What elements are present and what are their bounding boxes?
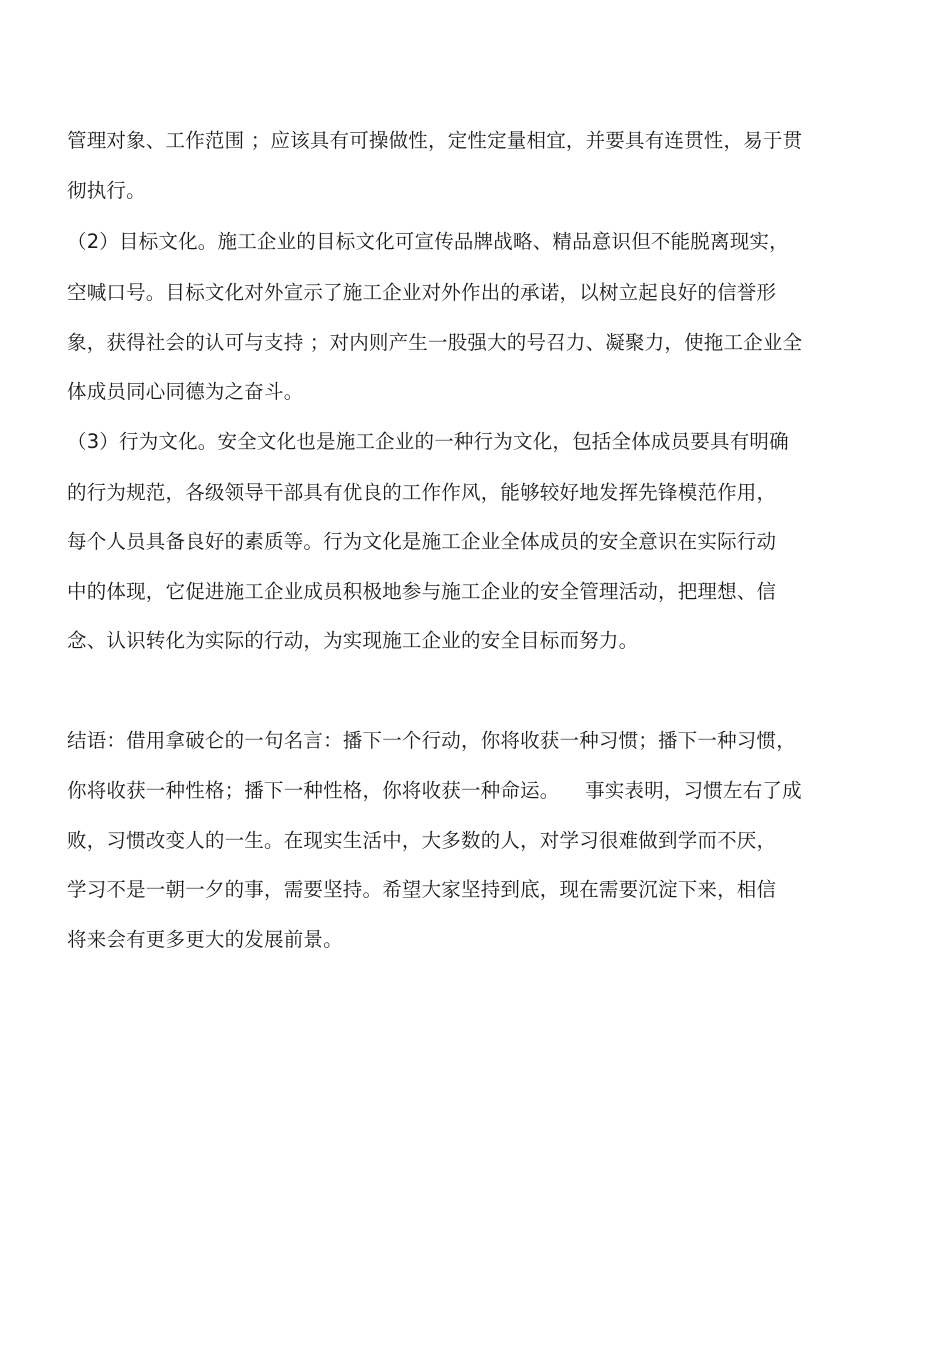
text-line: （2）目标文化。施工企业的目标文化可宣传品牌战略、精品意识但不能脱离现实， xyxy=(67,230,789,253)
conclusion-line: 将来会有更多更大的发展前景。 xyxy=(67,928,343,951)
text-line: 象，获得社会的认可与支持 ；对内则产生一股强大的号召力、凝聚力，使拖工企业全 xyxy=(67,331,803,354)
text-line: 管理对象、工作范围 ；应该具有可操做性，定性定量相宜，并要具有连贯性，易于贯 xyxy=(67,129,803,152)
text-line: 每个人员具备良好的素质等。行为文化是施工企业全体成员的安全意识在实际行动 xyxy=(67,530,777,553)
text-line: （3）行为文化。安全文化也是施工企业的一种行为文化，包括全体成员要具有明确 xyxy=(67,430,789,453)
text-line: 空喊口号。目标文化对外宣示了施工企业对外作出的承诺，以树立起良好的信誉形 xyxy=(67,281,777,304)
text-line: 念、认识转化为实际的行动，为实现施工企业的安全目标而努力。 xyxy=(67,629,639,652)
conclusion-line: 学习不是一朝一夕的事，需要坚持。希望大家坚持到底，现在需要沉淀下来，相信 xyxy=(67,878,777,901)
text-line: 的行为规范，各级领导干部具有优良的工作作风，能够较好地发挥先锋模范作用， xyxy=(67,481,777,504)
text-line: 体成员同心同德为之奋斗。 xyxy=(67,380,304,403)
text-line: 中的体现，它促进施工企业成员积极地参与施工企业的安全管理活动，把理想、信 xyxy=(67,580,777,603)
text-line: 彻执行。 xyxy=(67,179,146,202)
conclusion-line: 你将收获一种性格；播下一种性格，你将收获一种命运。 事实表明，习惯左右了成 xyxy=(67,779,802,802)
conclusion-line: 败，习惯改变人的一生。在现实生活中，大多数的人，对学习很难做到学而不厌， xyxy=(67,829,777,852)
conclusion-line: 结语：借用拿破仑的一句名言：播下一个行动，你将收获一种习惯；播下一种习惯， xyxy=(67,729,796,752)
